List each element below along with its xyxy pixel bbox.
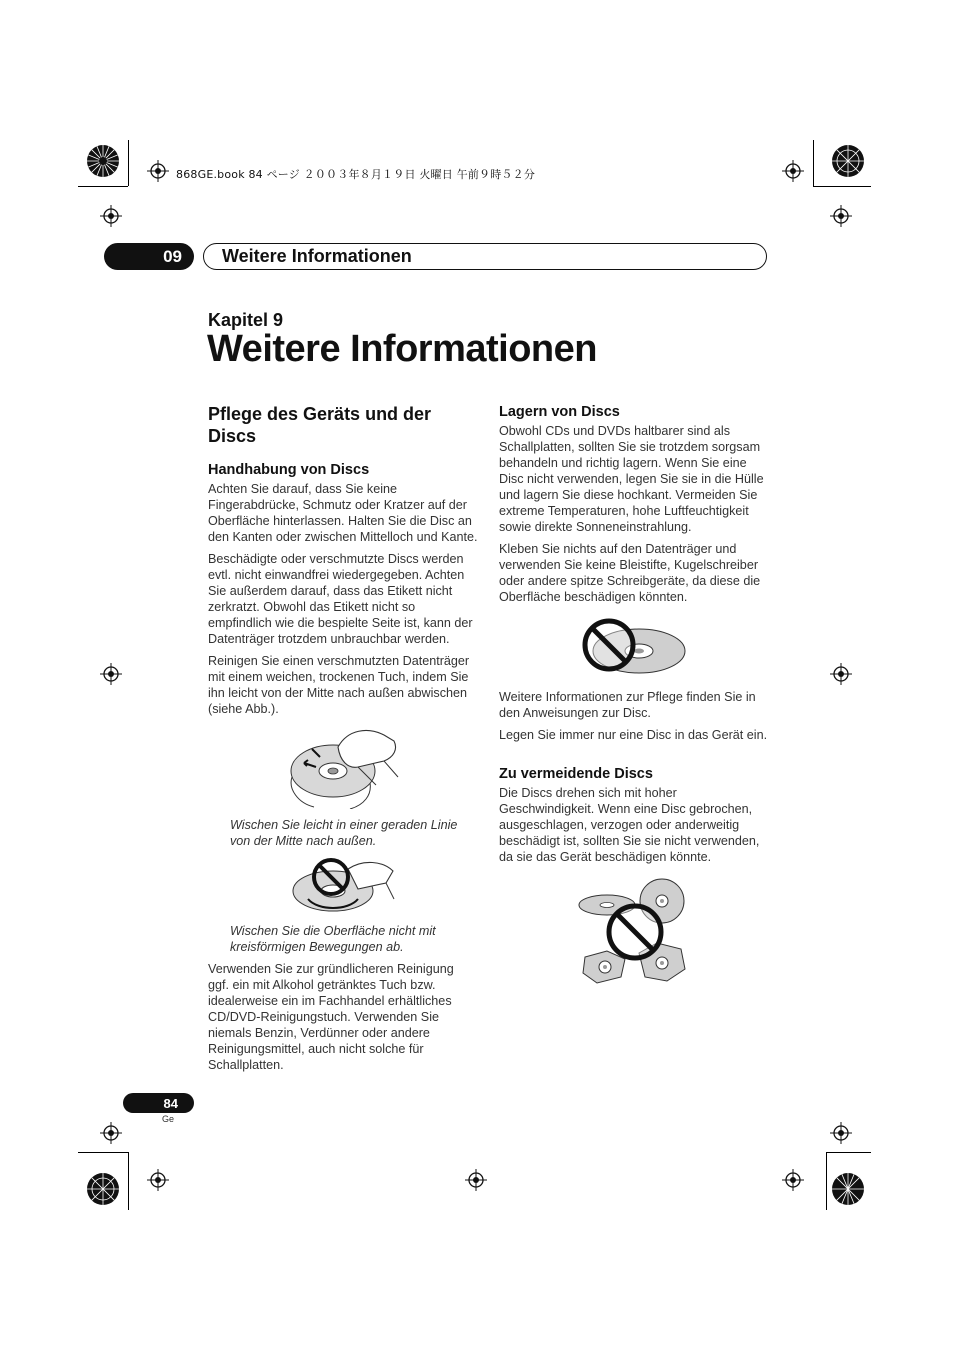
right-column — [499, 403, 769, 987]
sunburst-mark-icon — [831, 1172, 865, 1206]
registration-mark-icon — [830, 1122, 852, 1144]
handhabung-paragraph-1: Achten Sie darauf, dass Sie keine Fingerabdrücke, Schmutz oder Kratzer auf der Oberfläche hinterlassen. Halten Sie die Disc an den Kanten oder zwischen Mittelloch und Kante. — [208, 482, 478, 544]
lagern-paragraph-1: Obwohl CDs und DVDs haltbarer sind als Schallplatten, sollten Sie sie trotzdem sorgsam behandeln und richtig lagern. Wenn Sie eine Disc nicht verwenden, legen Sie sie in die Hülle und lagern Sie diese hochkant. Vermeiden Sie extreme Temperaturen, hohe Luftfeuchtigkeit sowie direkte Sonneneinstrahlung. — [499, 424, 764, 534]
left-column — [208, 403, 478, 1079]
registration-mark-icon — [100, 663, 122, 685]
section-title: Pflege des Geräts und der Discs — [208, 404, 432, 446]
page-title: Weitere Informationen — [207, 328, 597, 370]
chapter-label: Kapitel 9 — [208, 310, 284, 330]
figure-caption-2: Wischen Sie die Oberfläche nicht mit kreisförmigen Bewegungen ab. — [230, 924, 436, 954]
chapter-header-title: Weitere Informationen — [203, 243, 767, 270]
registration-mark-icon — [100, 205, 122, 227]
registration-mark-icon — [147, 160, 169, 182]
hand-wiping-disc-icon — [208, 727, 478, 809]
lagern-paragraph-4: Legen Sie immer nur eine Disc in das Gerät ein. — [499, 728, 768, 742]
handhabung-paragraph-3: Reinigen Sie einen verschmutzten Datenträger mit einem weichen, trockenen Tuch, indem Sie ihn leicht von der Mitte nach außen abwischen (siehe Abb.). — [208, 654, 470, 716]
prohibited-damaged-discs-icon — [499, 877, 769, 987]
registration-mark-icon — [830, 663, 852, 685]
sunburst-mark-icon — [86, 1172, 120, 1206]
page-language-code: Ge — [162, 1114, 175, 1124]
lagern-paragraph-2: Kleben Sie nichts auf den Datenträger und verwenden Sie keine Bleistifte, Kugelschreiber oder andere spitze Schreibgeräte, da diese die Oberfläche beschädigen könnten. — [499, 542, 761, 604]
registration-mark-icon — [147, 1169, 169, 1191]
lagern-paragraph-3: Weitere Informationen zur Pflege finden Sie in den Anweisungen zur Disc. — [499, 690, 756, 720]
handhabung-heading: Handhabung von Discs — [208, 462, 370, 478]
registration-mark-icon — [782, 1169, 804, 1191]
page-number-badge: 84 — [123, 1093, 194, 1113]
prohibited-label-disc-icon — [499, 611, 769, 683]
book-meta-line: 868GE.book 84 ページ ２００３年８月１９日 火曜日 午前９時５２分 — [176, 168, 536, 181]
vermeiden-heading: Zu vermeidende Discs — [499, 766, 653, 782]
registration-mark-icon — [100, 1122, 122, 1144]
registration-mark-icon — [465, 1169, 487, 1191]
chapter-number-badge: 09 — [104, 243, 194, 270]
vermeiden-paragraph-1: Die Discs drehen sich mit hoher Geschwindigkeit. Wenn eine Disc gebrochen, ausgeschlagen, verzogen oder anderweitig beschädigt ist, sollten Sie sie nicht verwenden, da sie das Gerät beschädigen könnte. — [499, 786, 760, 864]
lagern-heading: Lagern von Discs — [499, 404, 620, 420]
handhabung-paragraph-4: Verwenden Sie zur gründlicheren Reinigung ggf. ein mit Alkohol getränktes Tuch bzw. idealerweise ein im Fachhandel erhältliches CD/DVD-Reinigungstuch. Verwenden Sie niemals Benzin, Verdünner oder andere Reinigungsmittel, auch nicht solche für Schallplatten. — [208, 962, 454, 1072]
handhabung-paragraph-2: Beschädigte oder verschmutzte Discs werden evtl. nicht einwandfrei wiedergegeben. Achten Sie außerdem darauf, dass das Etikett nicht zerkratzt. Obwohl das Etikett nicht so empfindlich wie die bespielte Seite ist, kann der Datenträger trotzdem unbrauchbar werden. — [208, 552, 473, 646]
registration-mark-icon — [830, 205, 852, 227]
sunburst-mark-icon — [86, 144, 120, 178]
figure-caption-1: Wischen Sie leicht in einer geraden Linie von der Mitte nach außen. — [230, 818, 458, 848]
registration-mark-icon — [782, 160, 804, 182]
sunburst-mark-icon — [831, 144, 865, 178]
prohibited-circular-wipe-icon — [208, 855, 478, 917]
